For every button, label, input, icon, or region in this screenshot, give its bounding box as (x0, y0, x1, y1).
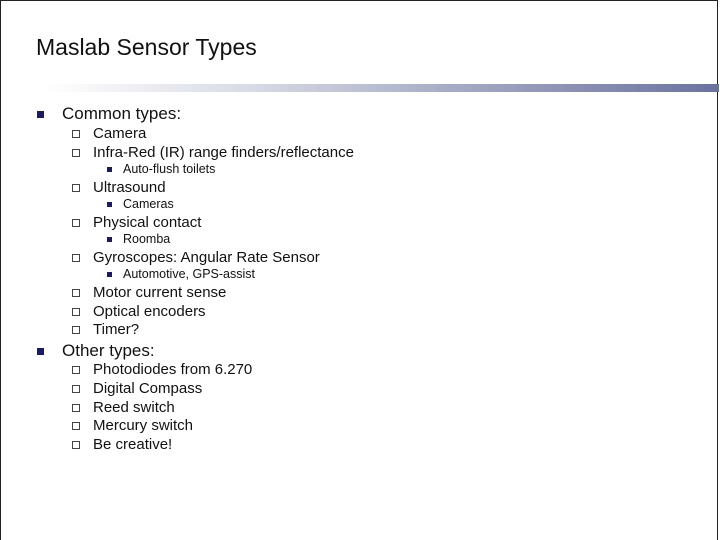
list-item-label: Infra-Red (IR) range finders/reflectance (93, 144, 354, 161)
hollow-square-bullet-icon (72, 130, 80, 138)
hollow-square-bullet-icon (72, 254, 80, 262)
list-item-label: Digital Compass (93, 380, 203, 397)
sub-list-item-label: Roomba (123, 232, 171, 246)
sub-list-item-label: Auto-flush toilets (123, 162, 216, 176)
list-item-label: Camera (93, 125, 147, 142)
small-square-bullet-icon (107, 167, 112, 172)
section-heading: Other types: (62, 341, 155, 360)
list-item-label: Physical contact (93, 214, 202, 231)
hollow-square-bullet-icon (72, 326, 80, 334)
list-item-label: Ultrasound (93, 179, 166, 196)
list-item-label: Optical encoders (93, 303, 206, 320)
sub-list-item-label: Cameras (123, 197, 174, 211)
small-square-bullet-icon (107, 237, 112, 242)
hollow-square-bullet-icon (72, 366, 80, 374)
hollow-square-bullet-icon (72, 308, 80, 316)
small-square-bullet-icon (107, 202, 112, 207)
list-item-label: Be creative! (93, 436, 173, 453)
list-item-label: Timer? (93, 321, 140, 338)
hollow-square-bullet-icon (72, 289, 80, 297)
list-item-label: Reed switch (93, 399, 175, 416)
list-item-label: Mercury switch (93, 417, 194, 434)
title-divider (45, 84, 719, 92)
small-square-bullet-icon (107, 272, 112, 277)
hollow-square-bullet-icon (72, 149, 80, 157)
sub-list-item-label: Automotive, GPS-assist (123, 267, 255, 281)
list-item-label: Motor current sense (93, 284, 227, 301)
hollow-square-bullet-icon (72, 385, 80, 393)
list-item-label: Photodiodes from 6.270 (93, 361, 253, 378)
hollow-square-bullet-icon (72, 441, 80, 449)
hollow-square-bullet-icon (72, 422, 80, 430)
hollow-square-bullet-icon (72, 184, 80, 192)
hollow-square-bullet-icon (72, 404, 80, 412)
list-item-label: Gyroscopes: Angular Rate Sensor (93, 249, 320, 266)
hollow-square-bullet-icon (72, 219, 80, 227)
square-bullet-icon (37, 111, 44, 118)
section-heading: Common types: (62, 104, 182, 123)
square-bullet-icon (37, 348, 44, 355)
slide-title: Maslab Sensor Types (36, 34, 257, 60)
